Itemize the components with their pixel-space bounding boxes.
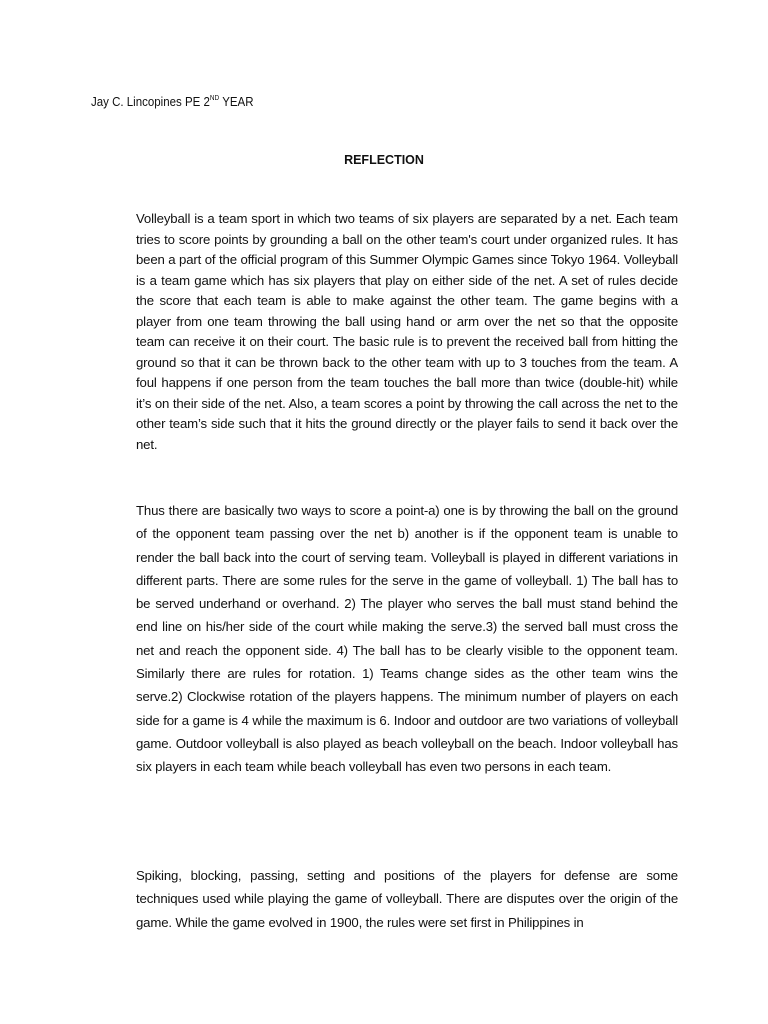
year-label: YEAR — [219, 95, 254, 109]
author-header — [91, 94, 254, 110]
document-title: REFLECTION — [344, 153, 424, 167]
author-name-grade: Jay C. Lincopines PE 2 — [91, 95, 210, 109]
paragraph-3: Spiking, blocking, passing, setting and positions of the players for defense are some techniques used while playing the game of volleyball. There are disputes over the origin of the game. While the game evolved in 1900, the rules were set first in Philippines in — [136, 868, 678, 930]
paragraph-1: Volleyball is a team sport in which two teams of six players are separated by a net. Each team tries to score points by grounding a ball on the other team's court under organized rules. It has been a part of the official program of this Summer Olympic Games since Tokyo 1964. Volleyball is a team game which has six players that play on either side of the net. A set of rules decide the score that each team is able to make against the other team. The game begins with a player from one team throwing the ball using hand or arm over the net so that the opposite team can receive it on their court. The basic rule is to prevent the received ball from hitting the ground so that it can be thrown back to the other team with up to 3 touches from the team. A foul happens if one person from the team touches the ball more than twice (double-hit) while it’s on their side of the net. Also, a team scores a point by throwing the call across the net to the other team’s side such that it hits the ground directly or the player fails to send it back over the net. — [136, 211, 678, 452]
grade-ordinal-superscript: ND — [209, 95, 220, 102]
paragraph-2: Thus there are basically two ways to score a point-a) one is by throwing the ball on the ground of the opponent team passing over the net b) another is if the opponent team is unable to render the ball back into the court of serving team. Volleyball is played in different variations in different parts. There are some rules for the serve in the game of volleyball. 1) The ball has to be served underhand or overhand. 2) The player who serves the ball must stand behind the end line on his/her side of the court while making the serve.3) the served ball must cross the net and reach the opponent side. 4) The ball has to be clearly visible to the opponent team. Similarly there are rules for rotation. 1) Teams change sides as the other team wins the serve.2) Clockwise rotation of the players happens. The minimum number of players on each side for a game is 4 while the maximum is 6. Indoor and outdoor are two variations of volleyball game. Outdoor volleyball is also played as beach volleyball on the beach. Indoor volleyball has six players in each team while beach volleyball has even two persons in each team. — [136, 503, 678, 775]
